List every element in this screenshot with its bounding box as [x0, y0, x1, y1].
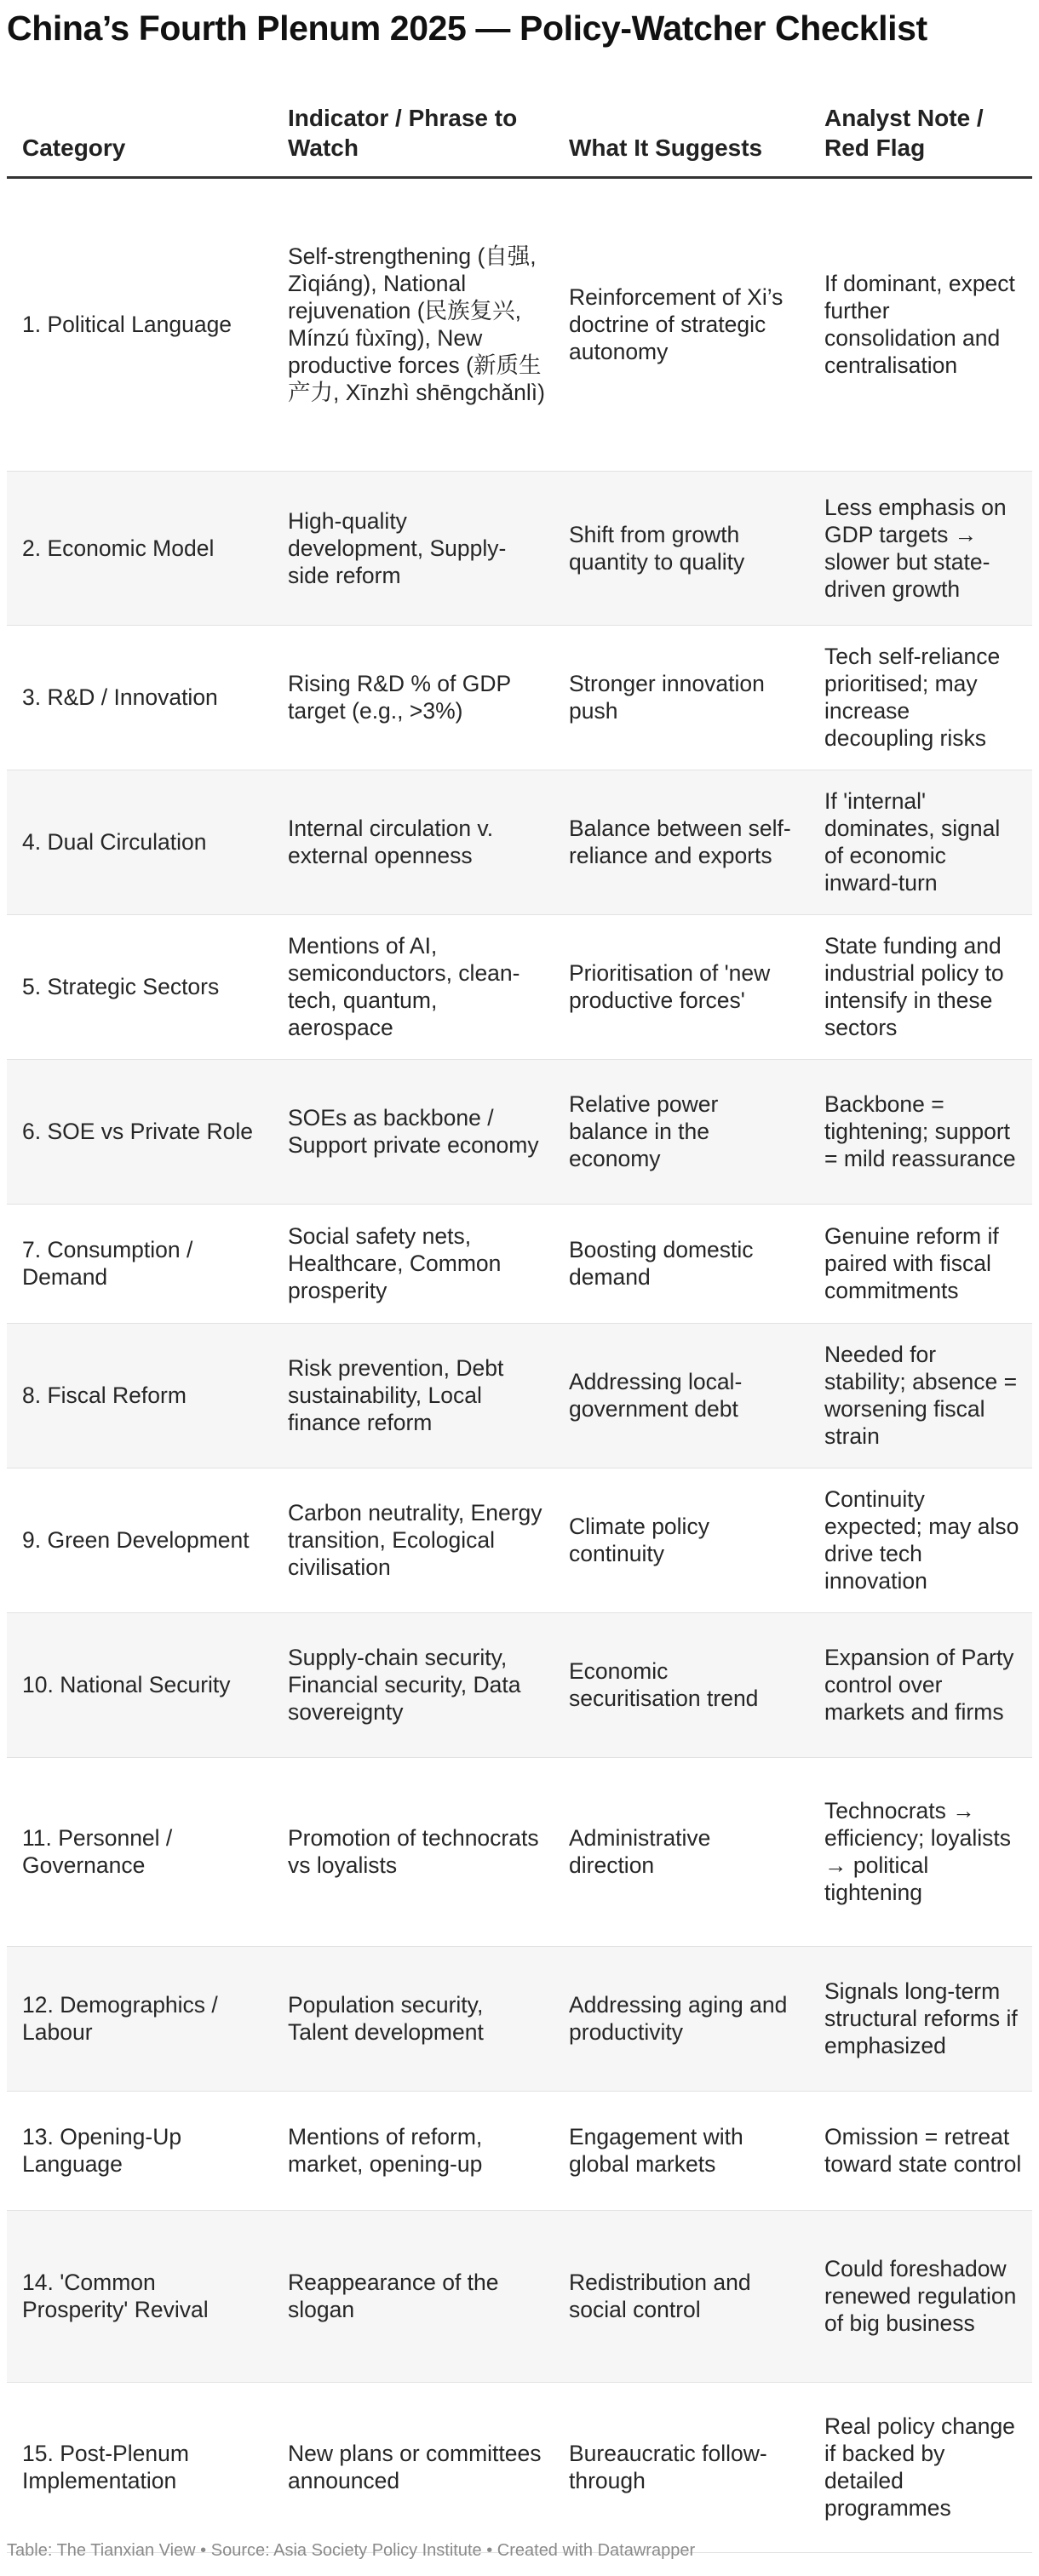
category-cell: 2. Economic Model — [7, 471, 273, 625]
suggests-cell: Stronger innovation push — [554, 625, 809, 770]
checklist-table — [7, 89, 1032, 2553]
suggests-cell: Economic securitisation trend — [554, 1612, 809, 1757]
note-cell: Tech self-reliance prioritised; may increase decoupling risks — [809, 625, 1032, 770]
category-cell: 15. Post-Plenum Implementation — [7, 2382, 273, 2552]
note-cell: Less emphasis on GDP targets → slower but state-driven growth — [809, 471, 1032, 625]
indicator-cell: Risk prevention, Debt sustainability, Local finance reform — [273, 1323, 554, 1468]
indicator-cell: New plans or committees announced — [273, 2382, 554, 2552]
table-row — [7, 1946, 1032, 2091]
suggests-cell: Bureaucratic follow-through — [554, 2382, 809, 2552]
table-row — [7, 1612, 1032, 1757]
column-header-note: Analyst Note / Red Flag — [809, 89, 1032, 177]
category-cell: 10. National Security — [7, 1612, 273, 1757]
indicator-cell: Self-strengthening (自强, Zìqiáng), National rejuvenation (民族复兴, Mínzú fùxīng), New productive forces (新质生产力, Xīnzhì shēngchǎnlì) — [273, 177, 554, 471]
suggests-cell: Climate policy continuity — [554, 1468, 809, 1612]
note-cell: Signals long-term structural reforms if emphasized — [809, 1946, 1032, 2091]
category-cell: 4. Dual Circulation — [7, 770, 273, 914]
category-cell: 5. Strategic Sectors — [7, 914, 273, 1059]
category-cell: 9. Green Development — [7, 1468, 273, 1612]
note-cell: Technocrats → efficiency; loyalists → political tightening — [809, 1757, 1032, 1946]
suggests-cell: Engagement with global markets — [554, 2091, 809, 2210]
indicator-cell: Reappearance of the slogan — [273, 2210, 554, 2382]
note-cell: Real policy change if backed by detailed programmes — [809, 2382, 1032, 2552]
indicator-cell: Population security, Talent development — [273, 1946, 554, 2091]
note-cell: Omission = retreat toward state control — [809, 2091, 1032, 2210]
column-header-suggests: What It Suggests — [554, 89, 809, 177]
category-cell: 11. Personnel / Governance — [7, 1757, 273, 1946]
category-cell: 13. Opening-Up Language — [7, 2091, 273, 2210]
category-cell: 14. 'Common Prosperity' Revival — [7, 2210, 273, 2382]
suggests-cell: Addressing local-government debt — [554, 1323, 809, 1468]
table-row — [7, 2210, 1032, 2382]
table-row — [7, 770, 1032, 914]
note-cell: State funding and industrial policy to intensify in these sectors — [809, 914, 1032, 1059]
table-body — [7, 177, 1032, 2552]
suggests-cell: Boosting domestic demand — [554, 1204, 809, 1323]
table-row — [7, 1059, 1032, 1204]
table-row — [7, 625, 1032, 770]
table-row — [7, 471, 1032, 625]
suggests-cell: Administrative direction — [554, 1757, 809, 1946]
table-row — [7, 2091, 1032, 2210]
suggests-cell: Reinforcement of Xi’s doctrine of strategic autonomy — [554, 177, 809, 471]
header-row — [7, 89, 1032, 177]
note-cell: If dominant, expect further consolidation and centralisation — [809, 177, 1032, 471]
table-row — [7, 1204, 1032, 1323]
indicator-cell: Carbon neutrality, Energy transition, Ecological civilisation — [273, 1468, 554, 1612]
suggests-cell: Balance between self-reliance and exports — [554, 770, 809, 914]
category-cell: 7. Consumption / Demand — [7, 1204, 273, 1323]
table-row — [7, 914, 1032, 1059]
table-row — [7, 1323, 1032, 1468]
note-cell: Expansion of Party control over markets and firms — [809, 1612, 1032, 1757]
column-header-indicator: Indicator / Phrase to Watch — [273, 89, 554, 177]
indicator-cell: Supply-chain security, Financial security, Data sovereignty — [273, 1612, 554, 1757]
suggests-cell: Prioritisation of 'new productive forces' — [554, 914, 809, 1059]
table-row — [7, 1468, 1032, 1612]
indicator-cell: Promotion of technocrats vs loyalists — [273, 1757, 554, 1946]
suggests-cell: Shift from growth quantity to quality — [554, 471, 809, 625]
indicator-cell: Social safety nets, Healthcare, Common prosperity — [273, 1204, 554, 1323]
note-cell: Genuine reform if paired with fiscal commitments — [809, 1204, 1032, 1323]
page-title: China’s Fourth Plenum 2025 — Policy-Watcher Checklist — [7, 9, 927, 48]
category-cell: 8. Fiscal Reform — [7, 1323, 273, 1468]
note-cell: Continuity expected; may also drive tech innovation — [809, 1468, 1032, 1612]
category-cell: 12. Demographics / Labour — [7, 1946, 273, 2091]
category-cell: 6. SOE vs Private Role — [7, 1059, 273, 1204]
note-cell: Could foreshadow renewed regulation of big business — [809, 2210, 1032, 2382]
indicator-cell: SOEs as backbone / Support private economy — [273, 1059, 554, 1204]
category-cell: 3. R&D / Innovation — [7, 625, 273, 770]
indicator-cell: Rising R&D % of GDP target (e.g., >3%) — [273, 625, 554, 770]
indicator-cell: High-quality development, Supply-side reform — [273, 471, 554, 625]
suggests-cell: Addressing aging and productivity — [554, 1946, 809, 2091]
table-row — [7, 1757, 1032, 1946]
suggests-cell: Relative power balance in the economy — [554, 1059, 809, 1204]
suggests-cell: Redistribution and social control — [554, 2210, 809, 2382]
note-cell: Needed for stability; absence = worsening fiscal strain — [809, 1323, 1032, 1468]
table-header — [7, 89, 1032, 177]
indicator-cell: Internal circulation v. external openness — [273, 770, 554, 914]
indicator-cell: Mentions of AI, semiconductors, clean-tech, quantum, aerospace — [273, 914, 554, 1059]
table-row — [7, 2382, 1032, 2552]
column-header-category: Category — [7, 89, 273, 177]
indicator-cell: Mentions of reform, market, opening-up — [273, 2091, 554, 2210]
note-cell: Backbone = tightening; support = mild reassurance — [809, 1059, 1032, 1204]
category-cell: 1. Political Language — [7, 177, 273, 471]
note-cell: If 'internal' dominates, signal of economic inward-turn — [809, 770, 1032, 914]
table-row — [7, 177, 1032, 471]
source-footer: Table: The Tianxian View • Source: Asia Society Policy Institute • Created with Datawrapper — [7, 2541, 696, 2560]
